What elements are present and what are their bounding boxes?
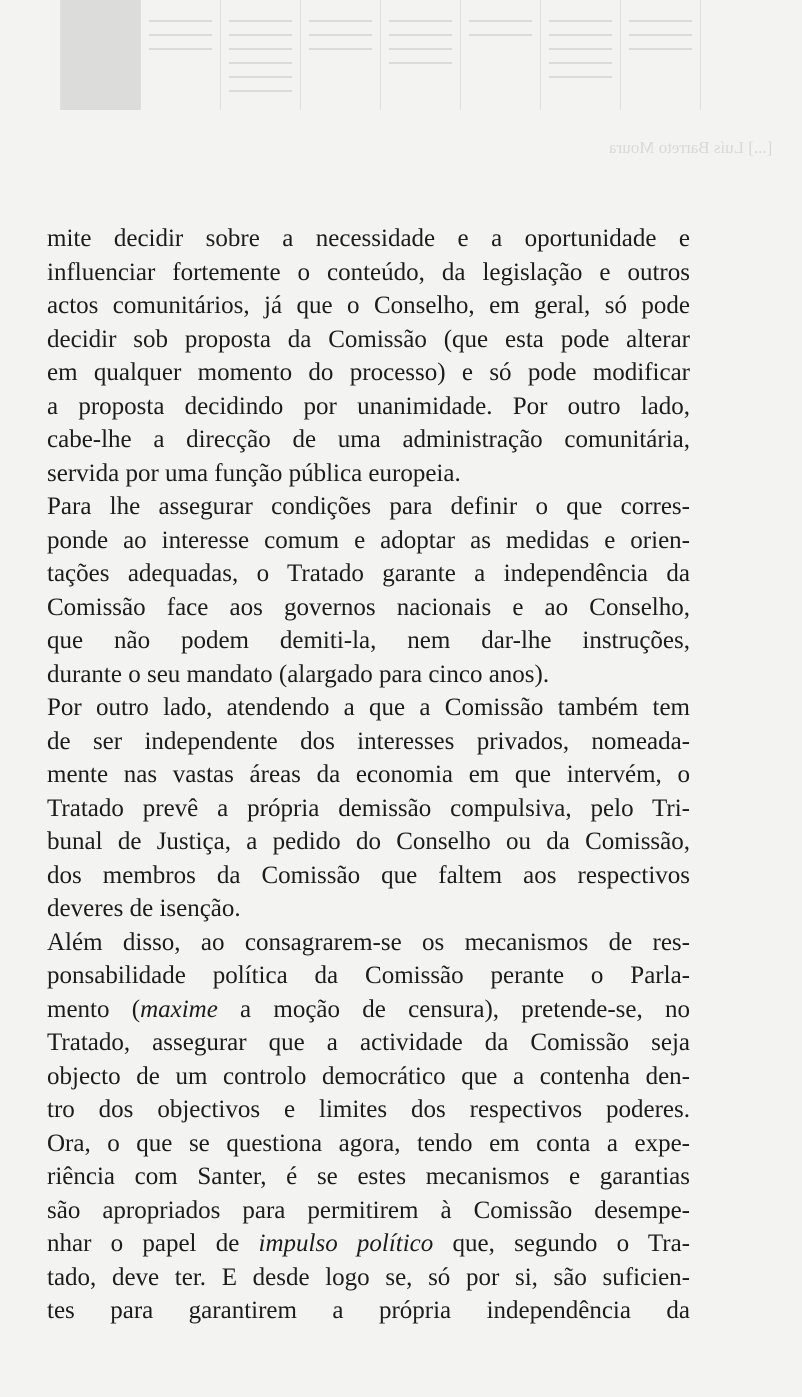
text-line: Tratado, assegurar que a actividade da Comissão seja: [47, 1029, 690, 1056]
text-line: Ora, o que se questiona agora, tendo em conta a expe-: [47, 1129, 690, 1157]
bleed-through-header: [...] Luís Barreto Moura: [608, 138, 772, 157]
text-line: mite decidir sobre a necessidade e a oportunidade e: [47, 225, 690, 252]
text-line: servida por uma função pública europeia.: [47, 459, 461, 487]
text-line: que não podem demiti-la, nem dar-lhe instruções,: [47, 627, 690, 654]
text-line: tes para garantirem a própria independência da: [47, 1297, 690, 1324]
text-line: influenciar fortemente o conteúdo, da legislação e outros: [47, 258, 690, 286]
text-line: Além disso, ao consagrarem-se os mecanismos de res-: [47, 928, 690, 956]
bleed-col: [221, 0, 301, 110]
text-line: nhar o papel de impulso político que, segundo o Tra-: [47, 1230, 691, 1257]
text-line: mento (maxime a moção de censura), pretende-se, no: [47, 995, 690, 1023]
text-line: tro dos objectivos e limites dos respectivos poderes.: [47, 1096, 690, 1123]
text-line: de ser independente dos interesses privados, nomeada-: [47, 727, 690, 755]
text-line: decidir sob proposta da Comissão (que esta pode alterar: [47, 325, 690, 353]
bleed-col: [61, 0, 141, 110]
text-line: dos membros da Comissão que faltem aos respectivos: [47, 861, 690, 889]
bleed-col: [381, 0, 461, 110]
bleed-col: [541, 0, 621, 110]
paragraph: [47, 490, 690, 691]
bleed-through-table: [60, 0, 701, 110]
text-line: tações adequadas, o Tratado garante a independência da: [47, 560, 690, 587]
paragraph: [47, 926, 690, 1328]
text-line: Para lhe assegurar condições para definir o que corres-: [47, 493, 690, 520]
text-line: ponsabilidade política da Comissão perante o Parla-: [47, 962, 690, 989]
text-line: Comissão face aos governos nacionais e ao Conselho,: [47, 593, 690, 621]
bleed-through: [0, 0, 802, 175]
text-line: durante o seu mandato (alargado para cinco anos).: [47, 660, 550, 688]
bleed-col: [461, 0, 541, 110]
text-line: cabe-lhe a direcção de uma administração comunitária,: [47, 426, 690, 453]
bleed-col: [301, 0, 381, 110]
text-line: tado, deve ter. E desde logo se, só por si, são suficien-: [47, 1263, 690, 1291]
page-body: [47, 222, 690, 1328]
bleed-col: [621, 0, 701, 110]
paragraph: [47, 691, 690, 926]
text-line: objecto de um controlo democrático que a contenha den-: [47, 1062, 690, 1090]
italic-term: impulso político: [258, 1230, 434, 1257]
text-line: actos comunitários, já que o Conselho, em geral, só pode: [47, 292, 690, 319]
text-line: Tratado prevê a própria demissão compulsiva, pelo Tri-: [47, 794, 690, 822]
text-line: riência com Santer, é se estes mecanismos e garantias: [47, 1163, 690, 1190]
text-line: são apropriados para permitirem à Comissão desempe-: [47, 1196, 690, 1224]
text-line: bunal de Justiça, a pedido do Conselho ou da Comissão,: [47, 828, 690, 855]
text-line: deveres de isenção.: [47, 895, 241, 922]
italic-term: maxime: [140, 995, 218, 1023]
text-line: Por outro lado, atendendo a que a Comissão também tem: [47, 694, 690, 721]
bleed-col: [141, 0, 221, 110]
text-line: ponde ao interesse comum e adoptar as medidas e orien-: [47, 526, 690, 554]
paragraph: [47, 222, 690, 490]
text-line: mente nas vastas áreas da economia em que intervém, o: [47, 761, 690, 788]
text-line: a proposta decidindo por unanimidade. Por outro lado,: [47, 392, 690, 420]
text-line: em qualquer momento do processo) e só pode modificar: [47, 359, 690, 386]
